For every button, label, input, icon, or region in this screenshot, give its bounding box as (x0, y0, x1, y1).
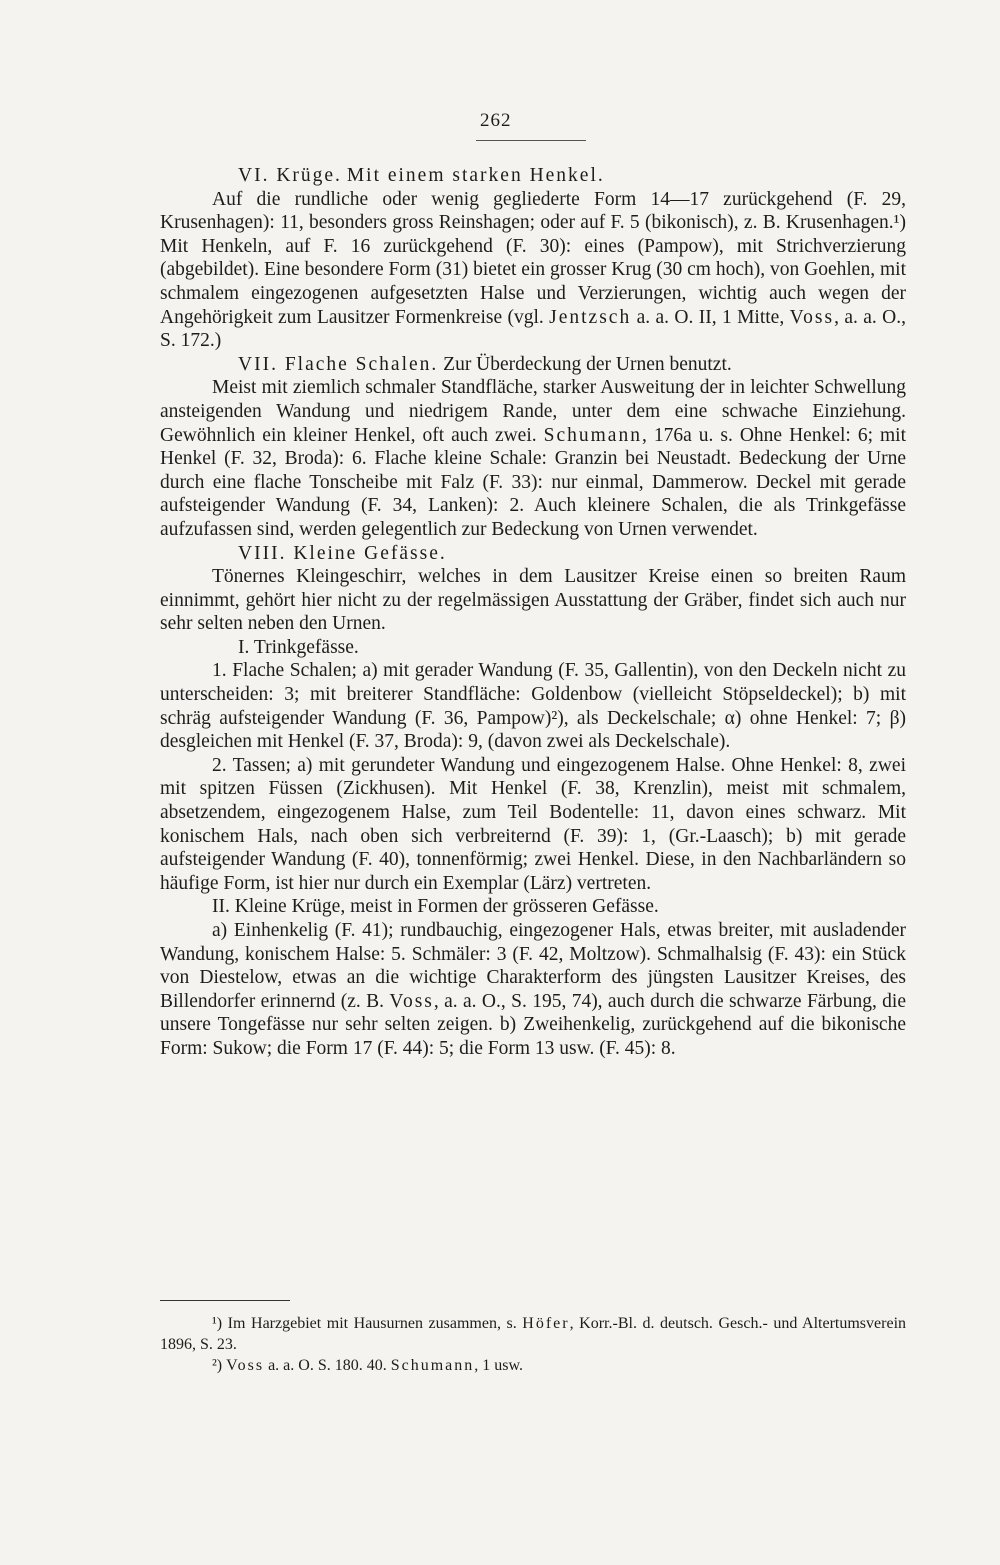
author-schumann-2: Schumann (390, 1357, 475, 1374)
subsection-heading-i: I. Trinkgefässe. (238, 636, 359, 658)
section-title-vi-rest: Mit einem starken Henkel. (346, 165, 605, 186)
paragraph-ii-1 (160, 919, 906, 1061)
footnote-2-marker: ²) (212, 1357, 227, 1374)
paragraph-ii-1-text: a) Einhenkelig (F. 41); rundbauchig, eingezogener Hals, etwas breiter, mit ausladender Wandung, konischem Halse: 5. Schmäler: 3 (F. 42, Moltzow). Schmalhalsig (F. 43): ein Stück von Diestelow, etwas an die wichtige Charakterform des jüngsten Lausitzer Kreises, des Billendorfer erinnernd (z. B. (160, 920, 906, 1012)
paragraph-vi-1-text: Auf die rundliche oder wenig gegliederte Form 14—17 zurückgehend (F. 29, Krusenhagen): 11, besonders gross Reinshagen; oder auf F. 5 (bikonisch), z. B. Krusenhagen.¹) Mit Henkeln, auf F. 16 zurückgehend (F. 30): eines (Pampow), mit Strichverzierung (abgebildet). Eine besondere Form (31) bietet ein grosser Krug (30 cm hoch), von Goehlen, mit schmalem eingezogenen aufgesetzten Halse und Verzierungen, wichtig auch wegen der Angehörigkeit zum Lausitzer Formenkreise (vgl. (160, 188, 906, 328)
paragraph-vi-1-end: , a. a. O., S. 172.) (160, 306, 906, 352)
section-title-viii: VIII. Kleine Gefässe. (238, 542, 447, 564)
paragraph-vii-1-text: Meist mit ziemlich schmaler Standfläche, starker Ausweitung der in leichter Schwellung ansteigenden Wandung und niedrigem Rande, unter dem eine schwache Einziehung. Gewöhnlich ein kleiner Henkel, oft auch zwei. (160, 377, 906, 446)
paragraph-vi-1 (160, 188, 906, 353)
section-heading-vii (160, 353, 906, 377)
paragraph-ii-1-end: , a. a. O., S. 195, 74), auch durch die schwarze Färbung, die unsere Tongefässe nur sehr selten zeigen. b) Zweihenkelig, zurückgehend auf die bikonische Form: Sukow; die Form 17 (F. 44): 5; die Form 13 usw. (F. 45): 8. (160, 990, 907, 1059)
subsection-heading-ii: II. Kleine Krüge, meist in Formen der grösseren Gefässe. (212, 896, 659, 918)
author-voss-2: Voss (389, 990, 434, 1012)
author-voss: Voss (789, 306, 835, 328)
author-schumann: Schumann (543, 424, 642, 446)
paragraph-viii-1: Tönernes Kleingeschirr, welches in dem Lausitzer Kreise einen so breiten Raum einnimmt, gehört hier nicht zu der regelmässigen Ausstattung der Gräber, findet sich auch nur sehr selten neben den Urnen. (160, 566, 906, 635)
footnote-rule (160, 1300, 290, 1301)
paragraph-i-1: 1. Flache Schalen; a) mit gerader Wandung (F. 35, Gallentin), von den Deckeln nicht zu unterscheiden: 3; mit breiterer Standfläche: Goldenbow (vielleicht Stöpseldeckel); b) mit schräg aufsteigender Wandung (F. 36, Pampow)²), als Deckelschale; α) ohne Henkel: 7; β) desgleichen mit Henkel (F. 37, Broda): 9, (davon zwei als Deckelschale). (160, 660, 906, 753)
main-text (160, 164, 906, 1061)
footnote-2-mid: a. a. O. S. 180. 40. (264, 1357, 391, 1374)
paragraph-vii-1 (160, 376, 906, 541)
paragraph-i-2: 2. Tassen; a) mit gerundeter Wandung und eingezogenem Halse. Ohne Henkel: 8, zwei mit spitzen Füssen (Zickhusen). Mit Henkel (F. 38, Krenzlin), meist mit schmalem, absetzendem, eingezogenem Halse, zum Teil Bodentelle: 11, davon eines schwarz. Mit konischem Hals, nach oben sich verbreiternd (F. 39): 1, (Gr.-Laasch); b) mit gerade aufsteigender Wandung (F. 40), tonnenförmig; zwei Henkel. Diese, in den Nachbarländern so häufige Form, ist hier nur durch ein Exemplar (Lärz) vertreten. (160, 754, 906, 894)
footnote-2 (160, 1355, 906, 1376)
section-title-vii: VII. Flache Schalen. (238, 353, 439, 375)
footnotes (160, 1313, 906, 1376)
paragraph-vii-1-end: , 176a u. s. Ohne Henkel: 6; mit Henkel (F. 32, Broda): 6. Flache kleine Schale: Granzin bei Neustadt. Bedeckung der Urne durch eine flache Tonscheibe mit Falz (F. 33): nur einmal, Dammerow. Deckel mit gerade aufsteigender Wandung (F. 34, Lanken): 2. Auch kleinere Schalen, die als Trinkgefässe aufzufassen sind, werden gelegentlich zur Bedeckung von Urnen verwendet. (160, 424, 906, 540)
page-number-rule (476, 140, 586, 141)
section-heading-vi (160, 164, 906, 188)
footnote-1 (160, 1313, 906, 1355)
author-jentzsch: Jentzsch (549, 306, 632, 328)
section-title-vii-rest: Zur Überdeckung der Urnen benutzt. (443, 353, 732, 375)
author-hoefer: Höfer (522, 1315, 570, 1332)
section-title-vi: VI. Krüge. (238, 165, 342, 186)
section-heading-viii (160, 542, 906, 566)
author-voss-3: Voss (226, 1357, 265, 1374)
paragraph-vi-1-mid: a. a. O. II, 1 Mitte, (631, 306, 790, 328)
footnote-2-end: , 1 usw. (474, 1357, 524, 1374)
footnote-1-text: ¹) Im Harzgebiet mit Hausurnen zusammen, s. (212, 1315, 523, 1332)
footnote-1-end: , Korr.-Bl. d. deutsch. Gesch.- und Altertumsverein 1896, S. 23. (160, 1315, 907, 1353)
page-number: 262 (480, 110, 512, 131)
